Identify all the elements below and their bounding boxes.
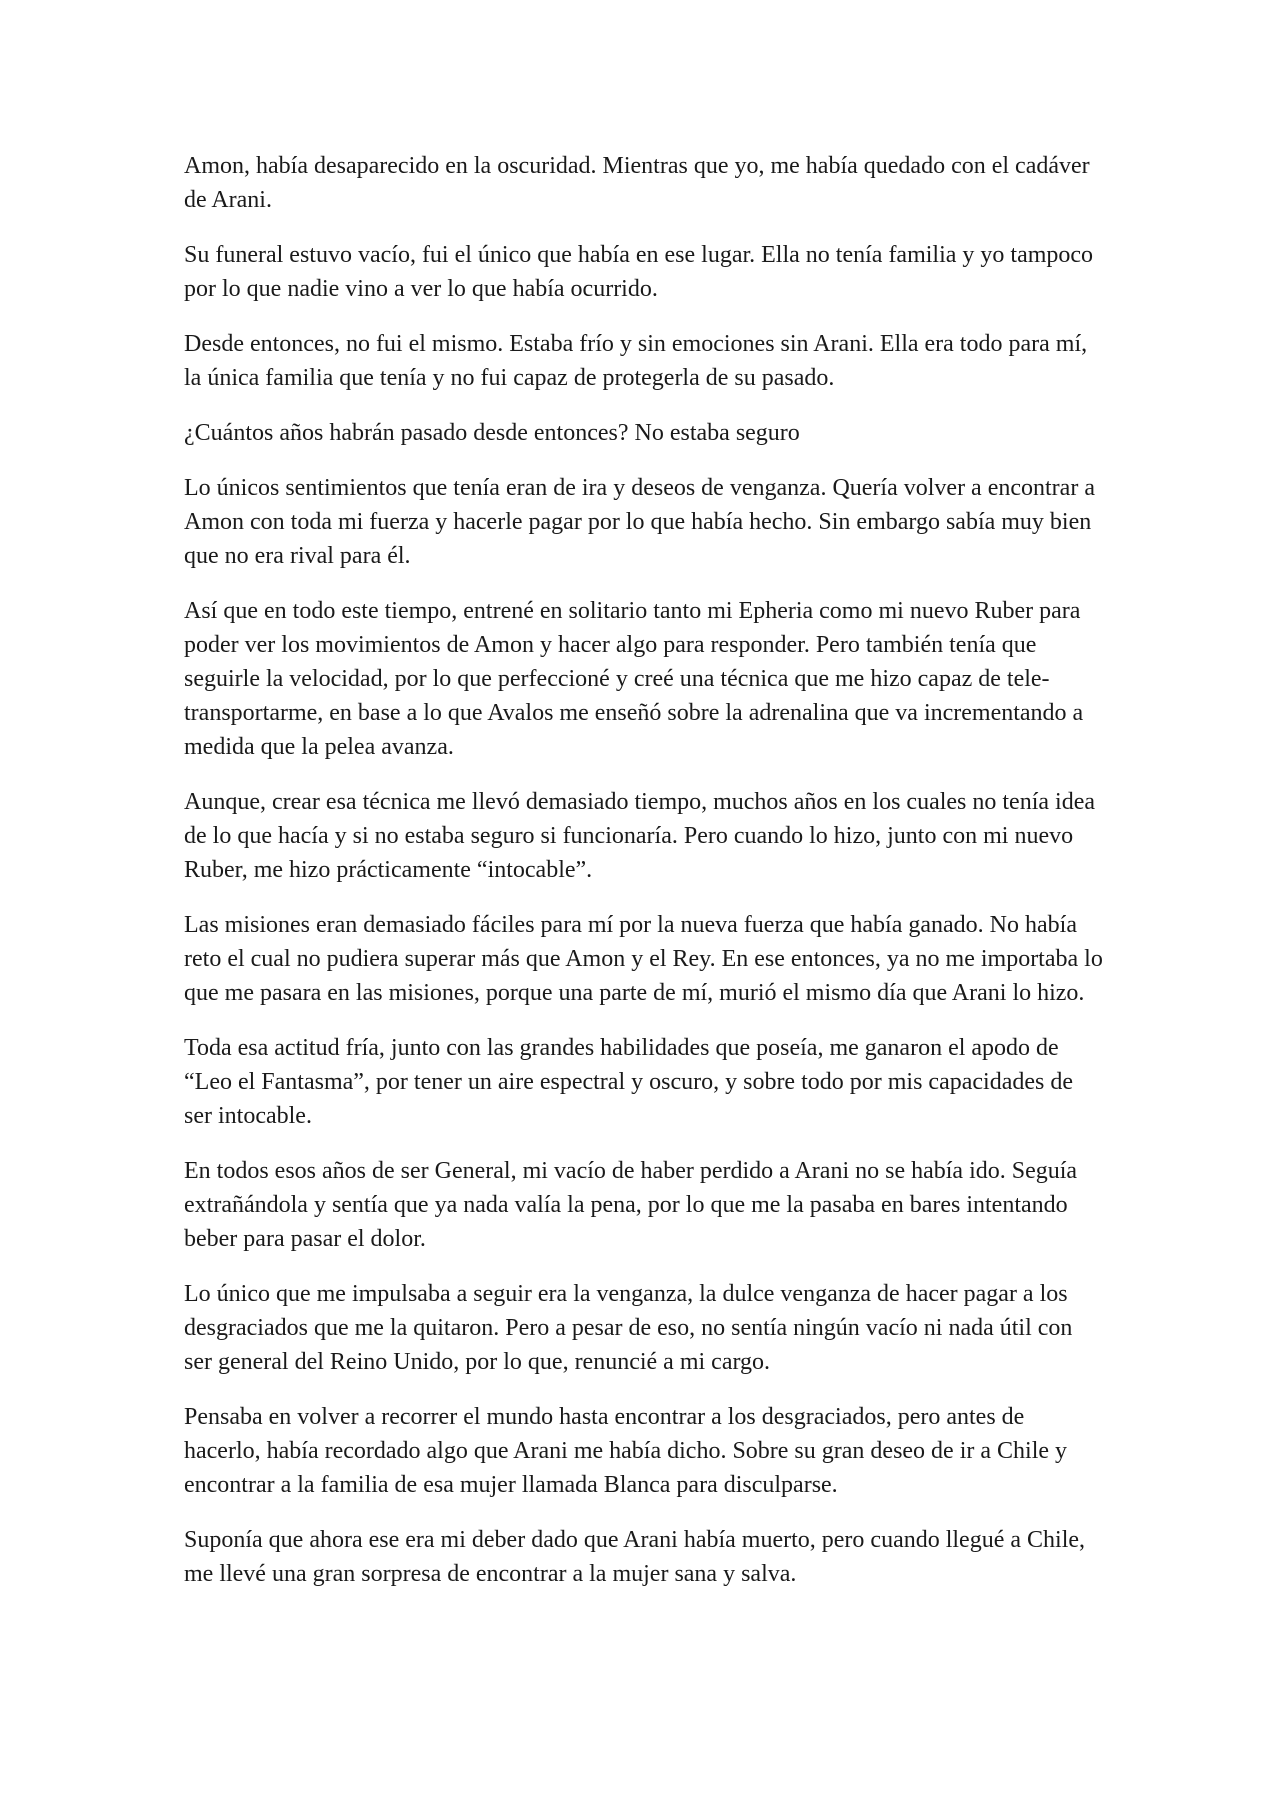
paragraph: Toda esa actitud fría, junto con las grandes habilidades que poseía, me ganaron el apodo de “Leo el Fantasma”, por tener un aire espectral y oscuro, y sobre todo por mis capacidades de ser intocable.	[184, 1035, 1073, 1129]
text-body	[184, 149, 1104, 1612]
paragraph: Suponía que ahora ese era mi deber dado que Arani había muerto, pero cuando llegué a Chile, me llevé una gran sorpresa de encontrar a la mujer sana y salva.	[184, 1527, 1086, 1587]
paragraph: En todos esos años de ser General, mi vacío de haber perdido a Arani no se había ido. Seguía extrañándola y sentía que ya nada valía la pena, por lo que me la pasaba en bares intentando beber para pasar el dolor.	[184, 1158, 1078, 1252]
paragraph: Desde entonces, no fui el mismo. Estaba frío y sin emociones sin Arani. Ella era todo para mí, la única familia que tenía y no fui capaz de protegerla de su pasado.	[184, 331, 1088, 391]
paragraph: Pensaba en volver a recorrer el mundo hasta encontrar a los desgraciados, pero antes de hacerlo, había recordado algo que Arani me había dicho. Sobre su gran deseo de ir a Chile y encontrar a la familia de esa mujer llamada Blanca para disculparse.	[184, 1404, 1068, 1498]
paragraph: Aunque, crear esa técnica me llevó demasiado tiempo, muchos años en los cuales no tenía idea de lo que hacía y si no estaba seguro si funcionaría. Pero cuando lo hizo, junto con mi nuevo Ruber, me hizo prácticamente “intocable”.	[184, 789, 1096, 883]
paragraph: ¿Cuántos años habrán pasado desde entonces? No estaba seguro	[184, 420, 800, 446]
paragraph: Así que en todo este tiempo, entrené en solitario tanto mi Epheria como mi nuevo Ruber para poder ver los movimientos de Amon y hacer algo para responder. Pero también tenía que seguirle la velocidad, por lo que perfeccioné y creé una técnica que me hizo capaz de tele-transportarme, en base a lo que Avalos me enseñó sobre la adrenalina que va incrementando a medida que la pelea avanza.	[184, 598, 1084, 760]
paragraph: Lo único que me impulsaba a seguir era la venganza, la dulce venganza de hacer pagar a los desgraciados que me la quitaron. Pero a pesar de eso, no sentía ningún vacío ni nada útil con ser general del Reino Unido, por lo que, renuncié a mi cargo.	[184, 1281, 1073, 1375]
paragraph: Las misiones eran demasiado fáciles para mí por la nueva fuerza que había ganado. No había reto el cual no pudiera superar más que Amon y el Rey. En ese entonces, ya no me importaba lo que me pasara en las misiones, porque una parte de mí, murió el mismo día que Arani lo hizo.	[184, 912, 1103, 1006]
paragraph: Lo únicos sentimientos que tenía eran de ira y deseos de venganza. Quería volver a encontrar a Amon con toda mi fuerza y hacerle pagar por lo que había hecho. Sin embargo sabía muy bien que no era rival para él.	[184, 475, 1095, 569]
paragraph: Su funeral estuvo vacío, fui el único que había en ese lugar. Ella no tenía familia y yo tampoco por lo que nadie vino a ver lo que había ocurrido.	[184, 242, 1094, 302]
paragraph: Amon, había desaparecido en la oscuridad. Mientras que yo, me había quedado con el cadáver de Arani.	[184, 153, 1090, 213]
